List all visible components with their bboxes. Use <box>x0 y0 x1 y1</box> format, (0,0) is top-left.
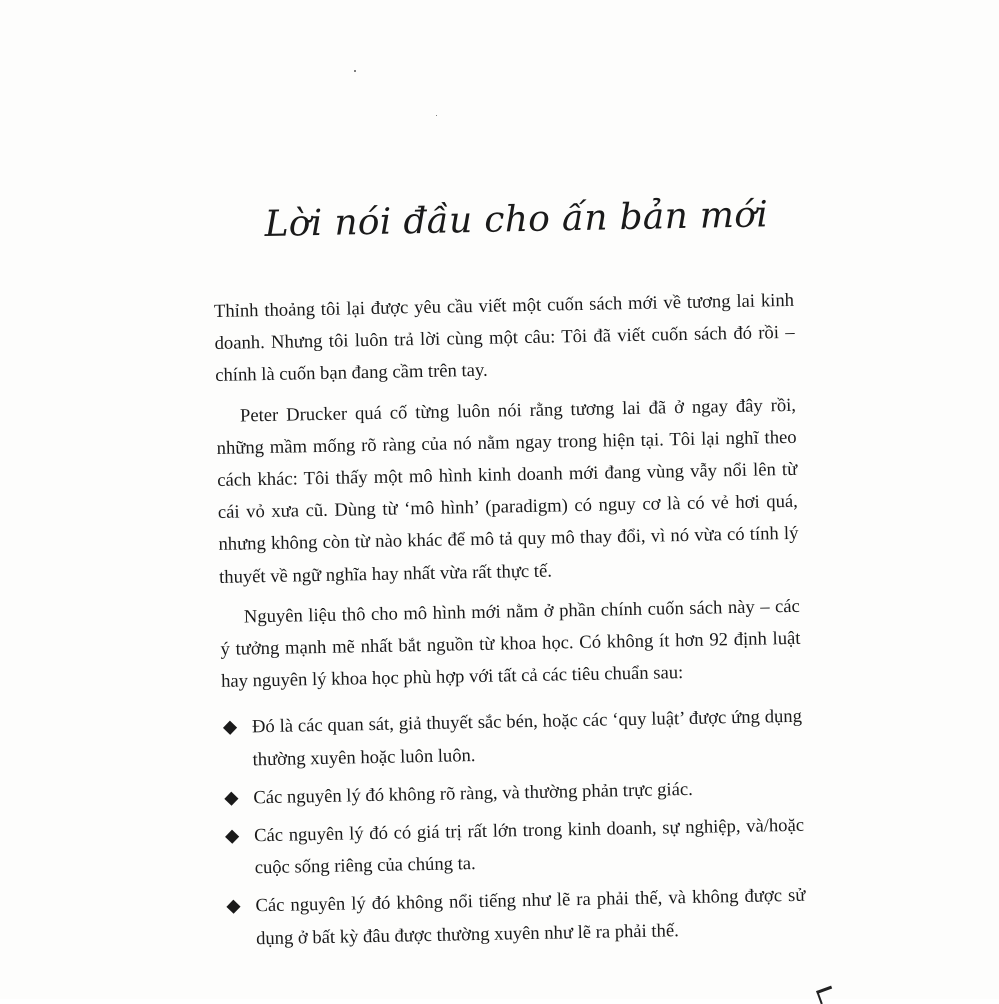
paragraph: Nguyên liệu thô cho mô hình mới nằm ở phần chính cuốn sách này – các ý tưởng mạnh mẽ nhất bắt nguồn từ khoa học. Có không ít hơn 92 định luật hay nguyên lý khoa học phù hợp với tất cả các tiêu chuẩn sau: <box>220 595 801 693</box>
list-item <box>224 810 805 886</box>
list-item-text: Các nguyên lý đó không rõ ràng, và thường phản trực giác. <box>253 778 693 809</box>
paragraph: Peter Drucker quá cố từng luôn nói rằng tương lai đã ở ngay đây rồi, những mầm mống rõ ràng của nó nằm ngay trong hiện tại. Tôi lại nghĩ theo cách khác: Tôi thấy một mô hình kinh doanh mới đang vùng vẫy nổi lên từ cái vỏ xưa cũ. Dùng từ ‘mô hình’ (paradigm) có nguy cơ là có vẻ hơi quá, nhưng không còn từ nào khác để mô tả quy mô thay đổi, vì nó vừa có tính lý thuyết về ngữ nghĩa hay nhất vừa rất thực tế. <box>216 394 799 588</box>
ink-speck <box>436 115 437 116</box>
paragraph: Thỉnh thoảng tôi lại được yêu cầu viết một cuốn sách mới về tương lai kinh doanh. Nhưng tôi luôn trả lời cùng một câu: Tôi đã viết cuốn sách đó rồi – chính là cuốn bạn đang cầm trên tay. <box>213 289 795 387</box>
page-content <box>212 194 806 962</box>
criteria-list <box>222 701 807 956</box>
list-item <box>222 701 803 777</box>
list-item <box>225 880 806 956</box>
ink-speck <box>354 70 356 72</box>
list-item <box>223 772 804 815</box>
diamond-bullet-icon <box>226 900 240 914</box>
diamond-bullet-icon <box>223 721 237 735</box>
page-title: Lời nói đầu cho ấn bản mới <box>264 194 769 245</box>
diamond-bullet-icon <box>225 830 239 844</box>
list-item-text: Các nguyên lý đó không nổi tiếng như lẽ ra phải thế, và không được sử dụng ở bất kỳ đâu được thường xuyên như lẽ ra phải thế. <box>255 885 806 949</box>
list-item-text: Đó là các quan sát, giả thuyết sắc bén, hoặc các ‘quy luật’ được ứng dụng thường xuyên hoặc luôn luôn. <box>251 706 803 770</box>
diamond-bullet-icon <box>224 792 238 806</box>
page-edge-mark <box>816 986 836 1004</box>
list-item-text: Các nguyên lý đó có giá trị rất lớn trong kinh doanh, sự nghiệp, và/hoặc cuộc sống riêng của chúng ta. <box>253 814 805 879</box>
